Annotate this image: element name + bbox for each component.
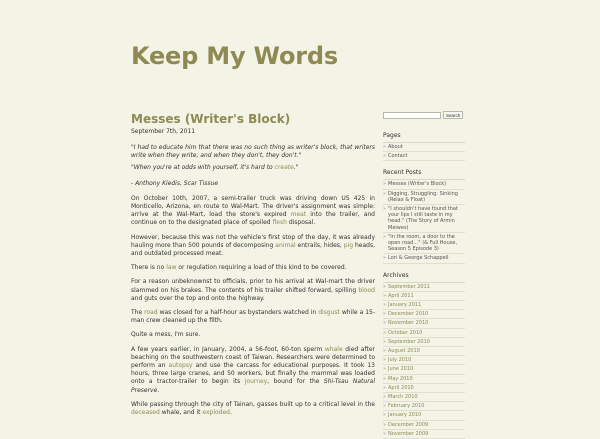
archive-link[interactable]: » January 2011 — [383, 301, 465, 310]
recent-post-link[interactable]: » "In the room, a door to the open road…" (& Full House, Season 5 Episode 3) — [383, 233, 465, 255]
quote-2-end: ." — [293, 164, 299, 172]
site-title[interactable]: Keep My Words — [131, 42, 338, 70]
post-attribution: - Anthony Kiedis, Scar Tissue — [131, 179, 219, 187]
post-quote-2 — [131, 164, 375, 172]
recent-post-link[interactable]: » "I shouldn't have found that your lips I still taste in my head." (The Story of Armin Meiwes) — [383, 205, 465, 233]
para-5-text-c: while a 15-man crew cleaned up the filth. — [131, 309, 376, 325]
archive-link[interactable]: » September 2010 — [383, 338, 465, 347]
paragraph-2 — [131, 234, 375, 259]
search-input[interactable] — [383, 112, 441, 119]
para-4-text-a: For a reason unbeknownst to officials, prior to his arrival at Wal-mart the driver slammed on his brakes. The contents of his trailer shifted forward, spilling — [131, 278, 375, 294]
paragraph-5 — [131, 309, 375, 325]
para-1-text-b: into the trailer, and continue on to the designated place of spoiled — [131, 211, 375, 227]
paragraph-8 — [131, 401, 375, 417]
recent-posts-list — [383, 179, 465, 263]
link-law[interactable]: law — [166, 264, 177, 272]
archive-link[interactable]: » October 2010 — [383, 329, 465, 338]
para-7-text-d: , bound for the — [267, 378, 324, 386]
para-8-text-a: While passing through the city of Tainan, gasses built up to a critical level in the — [131, 400, 375, 408]
para-8-text-b: whale, and it — [159, 409, 203, 417]
archives-heading: Archives — [383, 271, 409, 279]
para-2-text-c: heads, and outdated processed meat. — [131, 241, 375, 258]
recent-post-link[interactable]: » Messes (Writer's Block) — [383, 180, 465, 189]
quote-2-text: "When you're at odds with yourself, it's hard to — [131, 164, 275, 172]
link-pig[interactable]: pig — [343, 241, 354, 249]
para-8-text-c: . — [229, 409, 232, 417]
paragraph-7 — [131, 346, 375, 395]
para-7-text-b: died after beaching on the southwestern coast of Taiwan. Researchers were determined to perform an — [131, 345, 375, 370]
link-autopsy[interactable]: autopsy — [168, 362, 193, 370]
link-whale[interactable]: whale — [324, 345, 343, 353]
link-deceased[interactable]: deceased — [131, 409, 160, 417]
archive-link[interactable]: » November 2009 — [383, 430, 465, 439]
para-1-text-c: disposal. — [286, 219, 316, 227]
recent-posts-heading: Recent Posts — [383, 169, 422, 177]
archive-link[interactable]: » July 2010 — [383, 356, 465, 365]
recent-post-link[interactable]: » Digging, Struggling: Sinking (Relax & Float) — [383, 190, 465, 205]
archive-link[interactable]: » April 2011 — [383, 292, 465, 301]
archive-link[interactable]: » September 2011 — [383, 283, 465, 292]
link-flesh[interactable]: flesh — [272, 219, 287, 227]
paragraph-1 — [131, 195, 375, 228]
para-3-text-b: or regulation requiring a load of this kind to be covered. — [176, 264, 347, 272]
para-5-text-a: The — [131, 309, 145, 317]
archive-link[interactable]: » January 2010 — [383, 411, 465, 420]
archive-link[interactable]: » June 2010 — [383, 365, 465, 374]
pages-list — [383, 142, 465, 161]
link-journey[interactable]: journey — [244, 378, 268, 386]
para-5-text-b: was closed for a half-hour as bystanders watched in — [157, 309, 319, 317]
para-7-text-c: and use the carcass for educational purposes. It took 13 hours, three large cranes, and 50 workers, but finally the mammal was loaded onto a tractor-trailer to begin its — [131, 362, 375, 386]
page-link[interactable]: » Contact — [383, 152, 465, 161]
para-1-text-a: On October 10th, 2007, a semi-trailer truck was driving down US 425 in Monticello, Arizona, en route to Wal-Mart. The driver's assignment was simple: arrive at the Wal-Mart, load the store's expired — [131, 194, 375, 219]
pages-heading: Pages — [383, 132, 401, 139]
post-date: September 7th, 2011 — [131, 128, 196, 135]
para-7-italic: Shi-Tsau Natural Preserve — [131, 378, 376, 394]
archive-link[interactable]: » December 2009 — [383, 421, 465, 430]
para-7-text-e: . — [157, 386, 160, 394]
link-road[interactable]: road — [144, 309, 158, 317]
search-button[interactable]: Search — [443, 111, 463, 119]
link-create[interactable]: create — [274, 164, 294, 172]
page-link[interactable]: » About — [383, 143, 465, 152]
archive-link[interactable]: » February 2010 — [383, 402, 465, 411]
para-3-text-a: There is no — [131, 264, 167, 272]
link-blood[interactable]: blood — [358, 286, 375, 294]
paragraph-4 — [131, 278, 375, 303]
archive-link[interactable]: » March 2010 — [383, 393, 465, 402]
archive-link[interactable]: » November 2010 — [383, 319, 465, 328]
paragraph-6: Quite a mess, I'm sure. — [131, 331, 201, 339]
search-form — [383, 111, 465, 119]
link-animal[interactable]: animal — [275, 241, 296, 249]
paragraph-3 — [131, 264, 375, 272]
post-title[interactable]: Messes (Writer's Block) — [131, 112, 291, 126]
post-quote-1: "I had to educate him that there was no such thing as writer's block, that writers write when they write, and when they don't, they don't." — [131, 144, 375, 160]
archive-link[interactable]: » December 2010 — [383, 310, 465, 319]
archive-link[interactable]: » April 2010 — [383, 384, 465, 393]
para-2-text-a: However, because this was not the vehicle's first stop of the day, it was already hauling more than 500 pounds of decomposing — [131, 233, 375, 249]
link-exploded[interactable]: exploded — [202, 409, 230, 417]
para-7-text-a: A few years earlier, in January, 2004, a 56-foot, 60-ton sperm — [131, 345, 325, 353]
para-2-text-b: entrails, hides, — [295, 241, 344, 249]
link-disgust[interactable]: disgust — [318, 309, 340, 317]
post — [131, 112, 375, 417]
link-meat[interactable]: meat — [290, 211, 307, 219]
archive-link[interactable]: » May 2010 — [383, 375, 465, 384]
archive-link[interactable]: » August 2010 — [383, 347, 465, 356]
sidebar — [383, 111, 465, 439]
archives-list — [383, 282, 465, 439]
recent-post-link[interactable]: » Lori & George Schappell — [383, 254, 465, 263]
para-4-text-b: and guts over the top and onto the highway. — [131, 294, 265, 302]
